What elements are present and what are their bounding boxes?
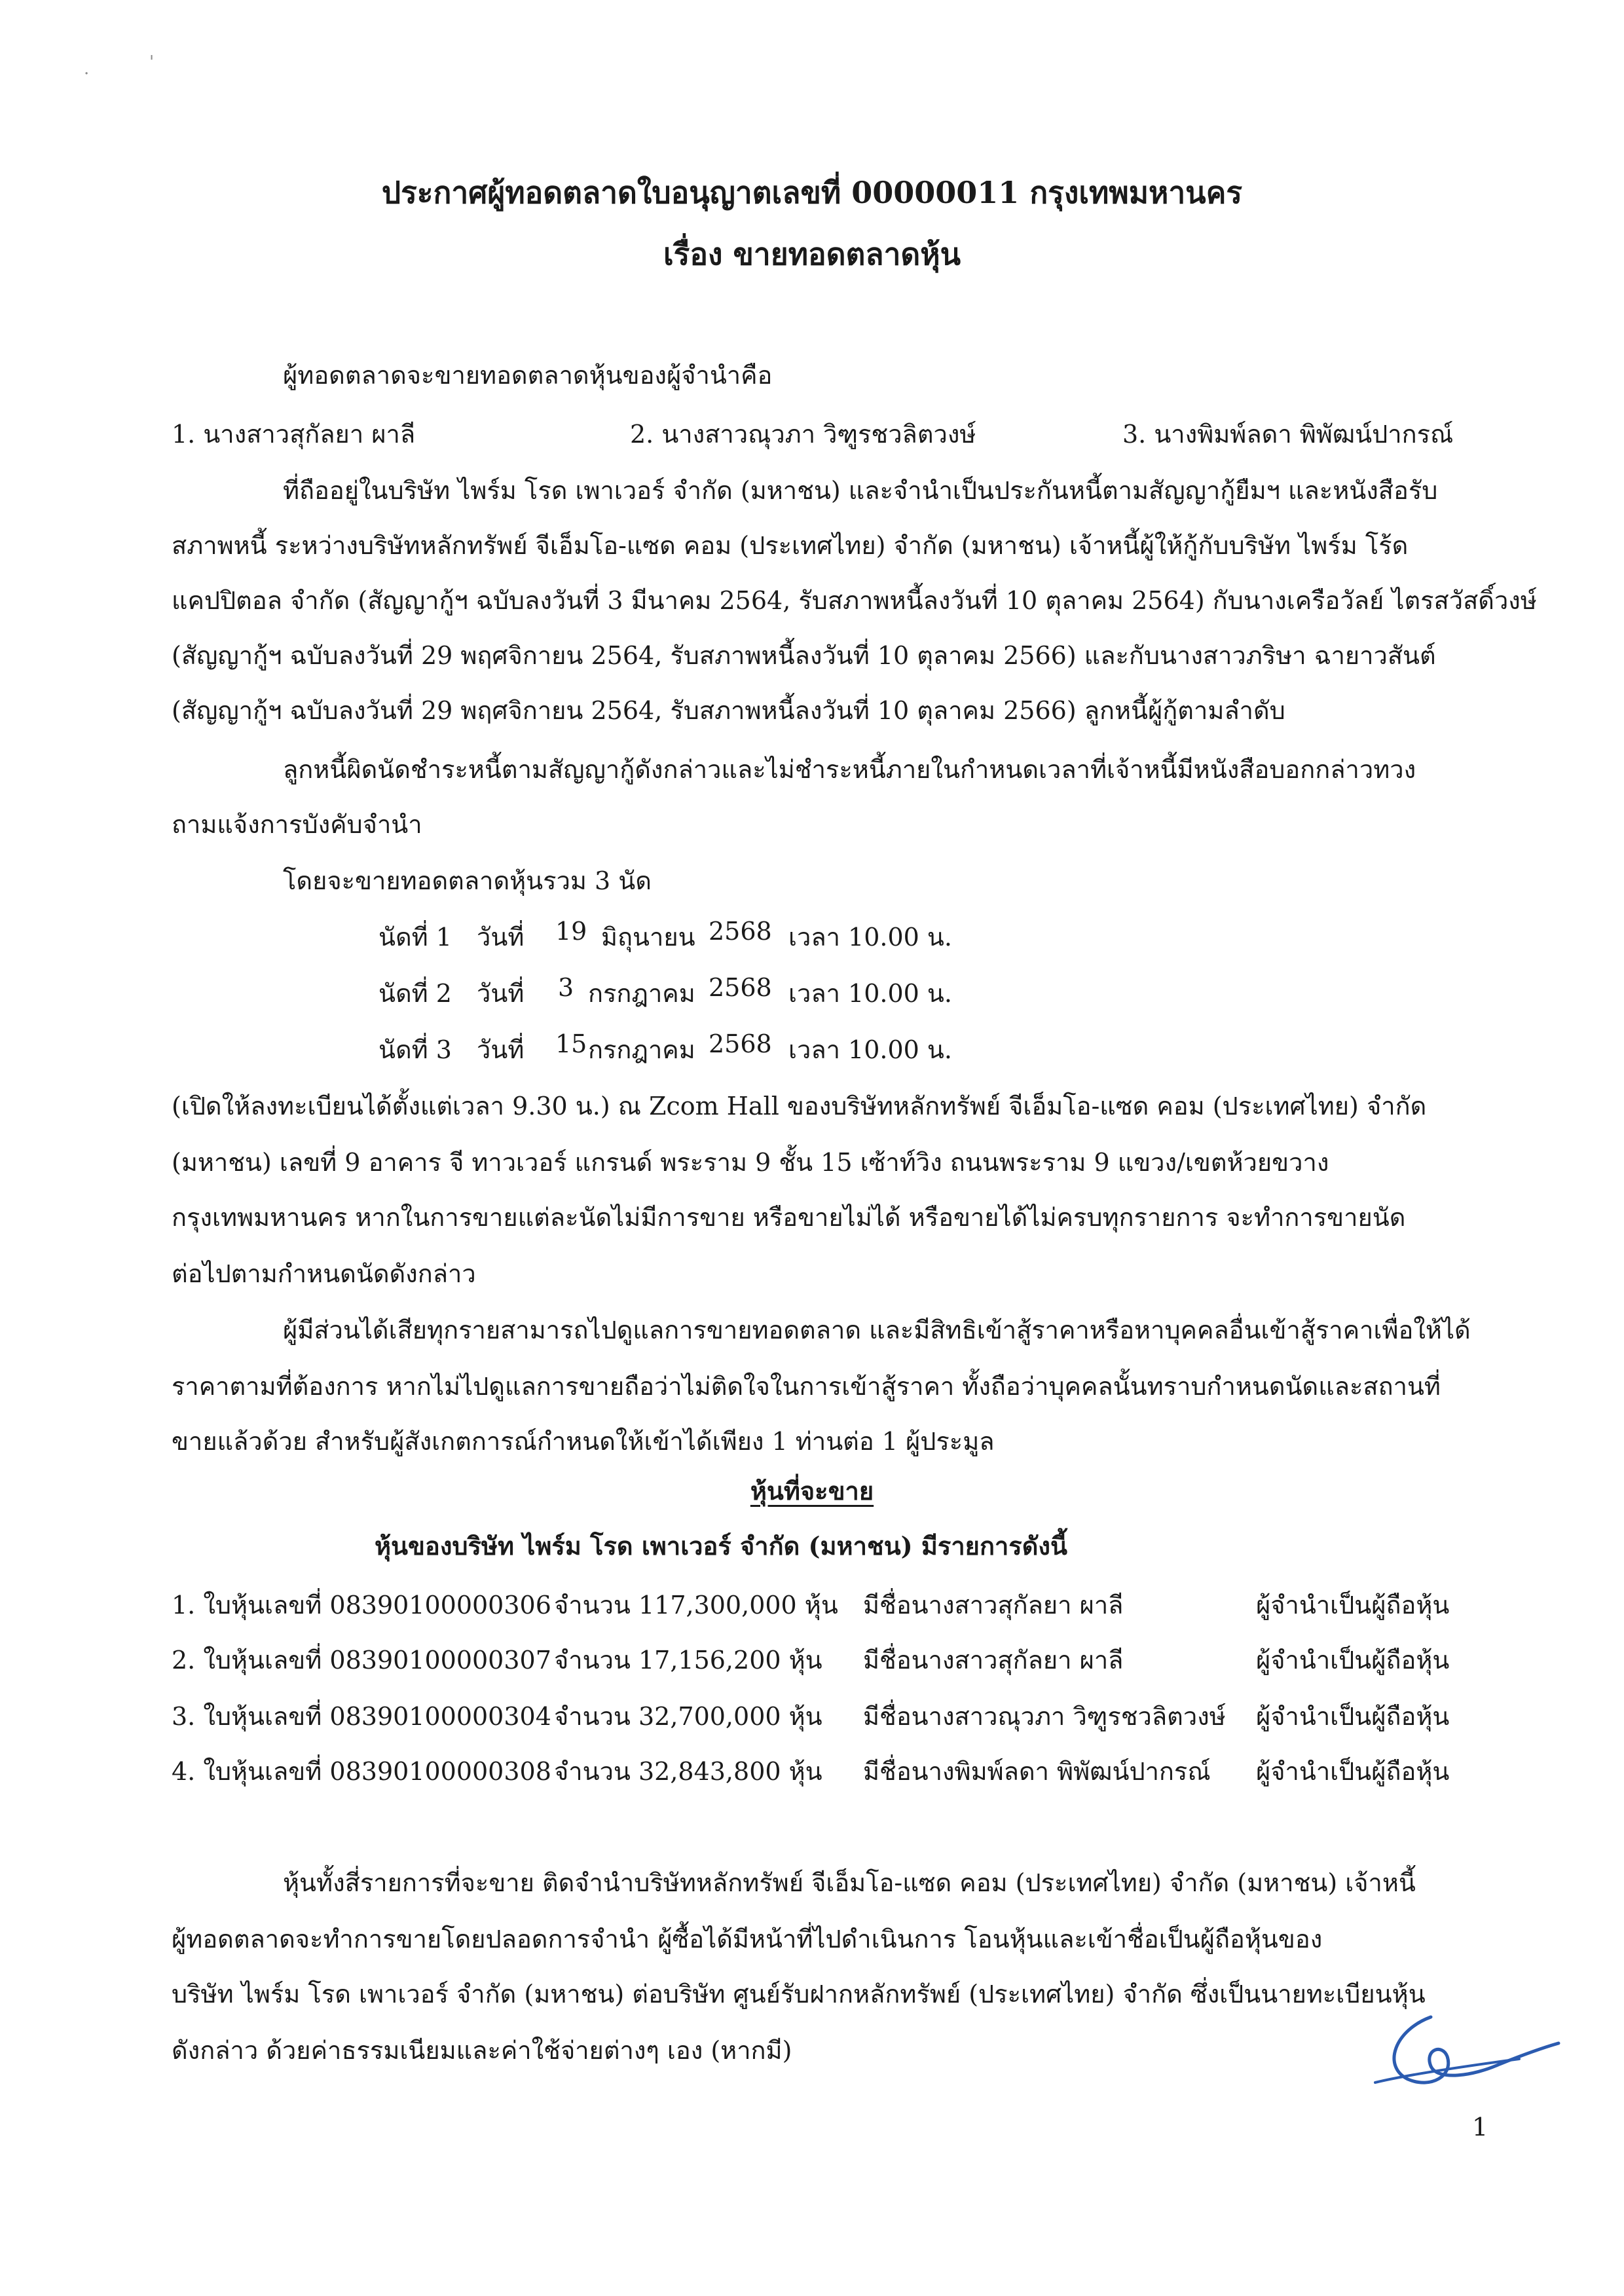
paragraph-line: ราคาตามที่ต้องการ หากไม่ไปดูแลการขายถือว่าไม่ติดใจในการเข้าสู้ราคา ทั้งถือว่าบุคคลนั้นทราบกำหนดนัดและสถานที่	[172, 1372, 1441, 1401]
pledgor-3: 3. นางพิมพ์ลดา พิพัฒน์ปากรณ์	[1122, 420, 1454, 449]
paragraph-line: ต่อไปตามกำหนดนัดดังกล่าว	[172, 1259, 476, 1288]
document-page: · ' ประกาศผู้ทอดตลาดใบอนุญาตเลขที่ 00000011 กรุงเทพมหานคร เรื่อง ขายทอดตลาดหุ้น ผู้ทอดตลาดจะขายทอดตลาดหุ้นของผู้จำนำคือ 1. นางสาวสุกัลยา ผาลี 2. นางสาวณุวภา วิฑูรชวลิตวงษ์ 3. นางพิมพ์ลดา พิพัฒน์ปากรณ์ ที่ถืออยู่ในบริษัท ไพร์ม โรด เพาเวอร์ จำกัด (มหาชน) และจำนำเป็นประกันหนี้ตามสัญญากู้ยืมฯ และหนังสือรับ สภาพหนี้ ระหว่างบริษัทหลักทรัพย์ จีเอ็มโอ-แซด คอม (ประเทศไทย) จำกัด (มหาชน) เจ้าหนี้ผู้ให้กู้กับบริษัท ไพร์ม โร้ด แคปปิตอล จำกัด (สัญญากู้ฯ ฉบับลงวันที่ 3 มีนาคม 2564, รับสภาพหนี้ลงวันที่ 10 ตุลาคม 2564) กับนางเครือวัลย์ ไตรสวัสดิ์วงษ์ (สัญญากู้ฯ ฉบับลงวันที่ 29 พฤศจิกายน 2564, รับสภาพหนี้ลงวันที่ 10 ตุลาคม 2566) และกับนางสาวภริษา ฉายาวสันต์ (สัญญากู้ฯ ฉบับลงวันที่ 29 พฤศจิกายน 2564, รับสภาพหนี้ลงวันที่ 10 ตุลาคม 2566) ลูกหนี้ผู้กู้ตามลำดับ ลูกหนี้ผิดนัดชำระหนี้ตามสัญญากู้ดังกล่าวและไม่ชำระหนี้ภายในกำหนดเวลาที่เจ้าหนี้มีหนังสือบอกกล่าวทวง ถามแจ้งการบังคับจำนำ โดยจะขายทอดตลาดหุ้นรวม 3 นัด นัดที่ 1 วันที่ 19 มิถุนายน 2568 เวลา 10.00 น. นัดที่ 2 วันที่ 3 กรกฎาคม 2568 เวลา 10.00 น. นัดที่ 3 วันที่ 15 กรกฎาคม 2568 เวลา 10.00 น. (เปิดให้ลงทะเบียนได้ตั้งแต่เวลา 9.30 น.) ณ Zcom Hall ของบริษัทหลักทรัพย์ จีเอ็มโอ-แซด คอม (ประเทศไทย) จำกัด (มหาชน) เลขที่ 9 อาคาร จี ทาวเวอร์ แกรนด์ พระราม 9 ชั้น 15 เซ้าท์วิง ถนนพระราม 9 แขวง/เขตห้วยขวาง กรุงเทพมหานคร หากในการขายแต่ละนัดไม่มีการขาย หรือขายไม่ได้ หรือขายได้ไม่ครบทุกรายการ จะทำการขายนัด ต่อไปตามกำหนดนัดดังกล่าว ผู้มีส่วนได้เสียทุกรายสามารถไปดูแลการขายทอดตลาด และมีสิทธิเข้าสู้ราคาหรือหาบุคคลอื่นเข้าสู้ราคาเพื่อให้ได้ ราคาตามที่ต้องการ หากไม่ไปดูแลการขายถือว่าไม่ติดใจในการเข้าสู้ราคา ทั้งถือว่าบุคคลนั้นทราบกำหนดนัดและสถานที่ ขายแล้วด้วย สำหรับผู้สังเกตการณ์กำหนดให้เข้าได้เพียง 1 ท่านต่อ 1 ผู้ประมูล หุ้นที่จะขาย หุ้นของบริษัท ไพร์ม โรด เพาเวอร์ จำกัด (มหาชน) มีรายการดังนี้ 1. ใบหุ้นเลขที่ 08390100000306 จำนวน 117,300,000 หุ้น มีชื่อนางสาวสุกัลยา ผาลี ผู้จำนำเป็นผู้ถือหุ้น 2. ใบหุ้นเลขที่ 08390100000307 จำนวน 17,156,200 หุ้น มีชื่อนางสาวสุกัลยา ผาลี ผู้จำนำเป็นผู้ถือหุ้น 3. ใบหุ้นเลขที่ 08390100000304 จำนวน 32,700,000 หุ้น มีชื่อนางสาวณุวภา วิฑูรชวลิตวงษ์ ผู้จำนำเป็นผู้ถือหุ้น 4. ใบหุ้นเลขที่ 08390100000308 จำนวน 32,843,800 หุ้น มีชื่อนางพิมพ์ลดา พิพัฒน์ปากรณ์ ผู้จำนำเป็นผู้ถือหุ้น หุ้นทั้งสี่รายการที่จะขาย ติดจำนำบริษัทหลักทรัพย์ จีเอ็มโอ-แซด คอม (ประเทศไทย) จำกัด (มหาชน) เจ้าหนี้ ผู้ทอดตลาดจะทำการขายโดยปลอดการจำนำ ผู้ซื้อได้มีหน้าที่ไปดำเนินการ โอนหุ้นและเข้าชื่อเป็นผู้ถือหุ้นของ บริษัท ไพร์ม โรด เพาเวอร์ จำกัด (มหาชน) ต่อบริษัท ศูนย์รับฝากหลักทรัพย์ (ประเทศไทย) จำกัด ซึ่งเป็นนายทะเบียนหุ้น ดังกล่าว ด้วยค่าธรรมเนียมและค่าใช้จ่ายต่างๆ เอง (หากมี) 1	[0, 0, 1624, 2296]
shares-heading: หุ้นที่จะขาย	[750, 1476, 874, 1506]
document-title: ประกาศผู้ทอดตลาดใบอนุญาตเลขที่ 00000011 กรุงเทพมหานคร	[381, 175, 1243, 210]
paragraph-line: ลูกหนี้ผิดนัดชำระหนี้ตามสัญญากู้ดังกล่าวและไม่ชำระหนี้ภายในกำหนดเวลาที่เจ้าหนี้มีหนังสือบอกกล่าวทวง	[283, 755, 1416, 784]
paragraph-line: ขายแล้วด้วย สำหรับผู้สังเกตการณ์กำหนดให้เข้าได้เพียง 1 ท่านต่อ 1 ผู้ประมูล	[172, 1427, 995, 1456]
paragraph-line: ถามแจ้งการบังคับจำนำ	[172, 810, 422, 839]
paragraph-line: (เปิดให้ลงทะเบียนได้ตั้งแต่เวลา 9.30 น.) ณ Zcom Hall ของบริษัทหลักทรัพย์ จีเอ็มโอ-แซด คอม (ประเทศไทย) จำกัด	[172, 1092, 1427, 1120]
document-subtitle: เรื่อง ขายทอดตลาดหุ้น	[663, 236, 961, 272]
page-number: 1	[1472, 2113, 1488, 2141]
paragraph-line: (มหาชน) เลขที่ 9 อาคาร จี ทาวเวอร์ แกรนด์ พระราม 9 ชั้น 15 เซ้าท์วิง ถนนพระราม 9 แขวง/เขตห้วยขวาง	[172, 1148, 1329, 1177]
intro-line: ผู้ทอดตลาดจะขายทอดตลาดหุ้นของผู้จำนำคือ	[283, 361, 773, 390]
auction-intro: โดยจะขายทอดตลาดหุ้นรวม 3 นัด	[283, 866, 652, 895]
paragraph-line: ผู้มีส่วนได้เสียทุกรายสามารถไปดูแลการขายทอดตลาด และมีสิทธิเข้าสู้ราคาหรือหาบุคคลอื่นเข้าสู้ราคาเพื่อให้ได้	[283, 1316, 1471, 1344]
signature	[1369, 2004, 1565, 2102]
paragraph-line: (สัญญากู้ฯ ฉบับลงวันที่ 29 พฤศจิกายน 2564, รับสภาพหนี้ลงวันที่ 10 ตุลาคม 2566) ลูกหนี้ผู้กู้ตามลำดับ	[172, 696, 1285, 725]
paragraph-line: (สัญญากู้ฯ ฉบับลงวันที่ 29 พฤศจิกายน 2564, รับสภาพหนี้ลงวันที่ 10 ตุลาคม 2566) และกับนางสาวภริษา ฉายาวสันต์	[172, 641, 1436, 670]
paragraph-line: สภาพหนี้ ระหว่างบริษัทหลักทรัพย์ จีเอ็มโอ-แซด คอม (ประเทศไทย) จำกัด (มหาชน) เจ้าหนี้ผู้ให้กู้กับบริษัท ไพร์ม โร้ด	[172, 531, 1409, 560]
paragraph-line: ที่ถืออยู่ในบริษัท ไพร์ม โรด เพาเวอร์ จำกัด (มหาชน) และจำนำเป็นประกันหนี้ตามสัญญากู้ยืมฯ และหนังสือรับ	[283, 476, 1438, 505]
paragraph-line: หุ้นทั้งสี่รายการที่จะขาย ติดจำนำบริษัทหลักทรัพย์ จีเอ็มโอ-แซด คอม (ประเทศไทย) จำกัด (มหาชน) เจ้าหนี้	[283, 1868, 1416, 1897]
scan-speck: '	[149, 52, 155, 72]
pledgor-2: 2. นางสาวณุวภา วิฑูรชวลิตวงษ์	[630, 420, 976, 449]
paragraph-line: แคปปิตอล จำกัด (สัญญากู้ฯ ฉบับลงวันที่ 3 มีนาคม 2564, รับสภาพหนี้ลงวันที่ 10 ตุลาคม 2564) กับนางเครือวัลย์ ไตรสวัสดิ์วงษ์	[172, 586, 1537, 615]
paragraph-line: กรุงเทพมหานคร หากในการขายแต่ละนัดไม่มีการขาย หรือขายไม่ได้ หรือขายได้ไม่ครบทุกรายการ จะทำการขายนัด	[172, 1203, 1406, 1232]
scan-speck: ·	[84, 64, 90, 84]
pledgor-1: 1. นางสาวสุกัลยา ผาลี	[172, 420, 416, 449]
paragraph-line: บริษัท ไพร์ม โรด เพาเวอร์ จำกัด (มหาชน) ต่อบริษัท ศูนย์รับฝากหลักทรัพย์ (ประเทศไทย) จำกัด ซึ่งเป็นนายทะเบียนหุ้น	[172, 1980, 1426, 2009]
paragraph-line: ดังกล่าว ด้วยค่าธรรมเนียมและค่าใช้จ่ายต่างๆ เอง (หากมี)	[172, 2036, 792, 2065]
paragraph-line: ผู้ทอดตลาดจะทำการขายโดยปลอดการจำนำ ผู้ซื้อได้มีหน้าที่ไปดำเนินการ โอนหุ้นและเข้าชื่อเป็นผู้ถือหุ้นของ	[172, 1925, 1323, 1953]
shares-subheading: หุ้นของบริษัท ไพร์ม โรด เพาเวอร์ จำกัด (มหาชน) มีรายการดังนี้	[375, 1531, 1067, 1561]
